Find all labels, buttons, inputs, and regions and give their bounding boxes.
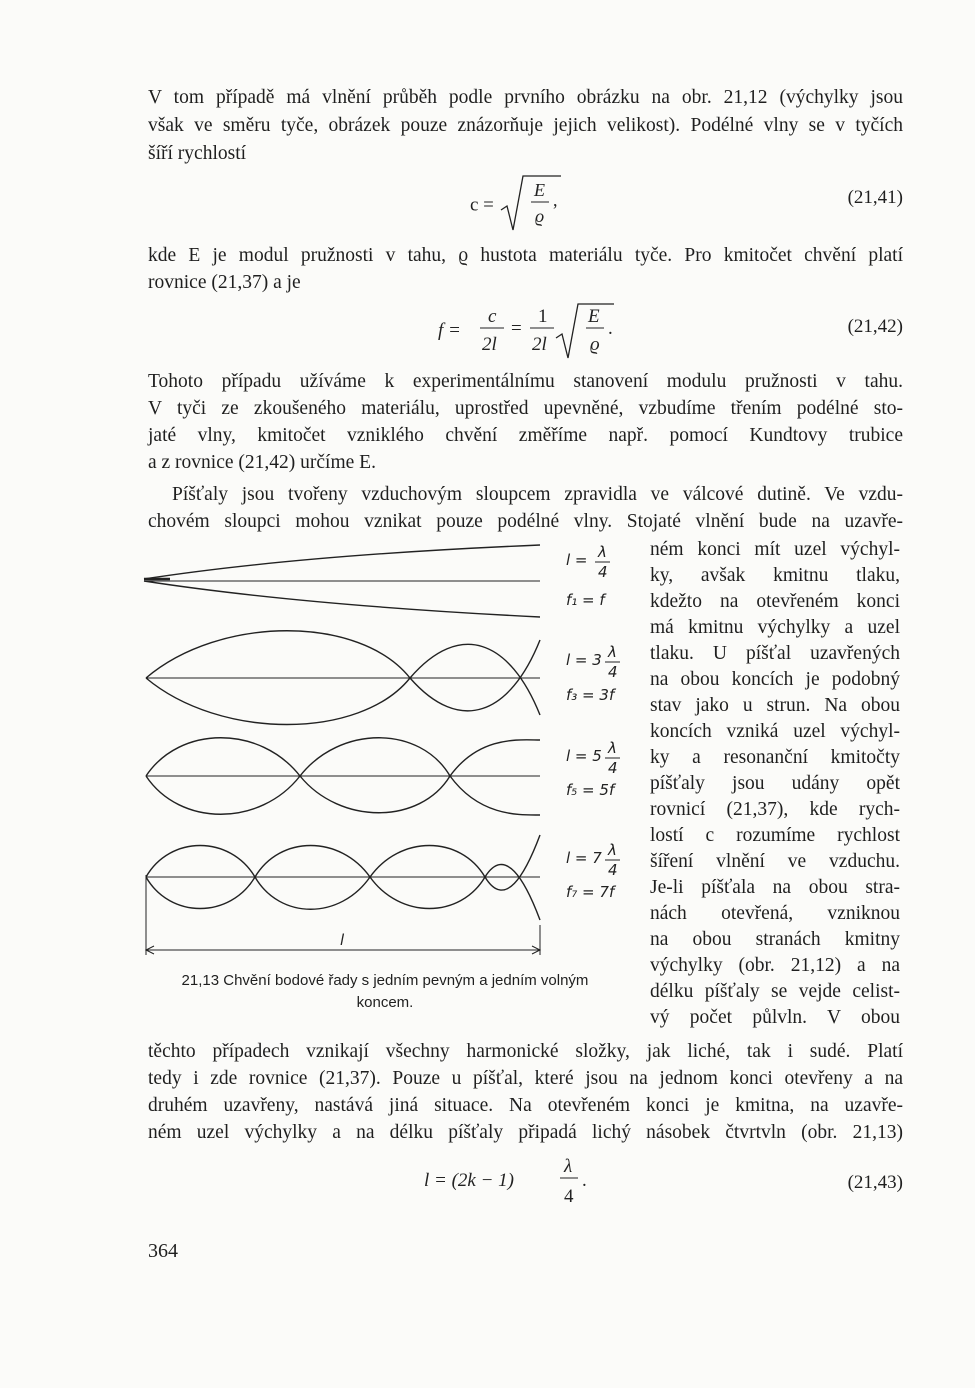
text-line: kde E je modul pružnosti v tahu, ϱ hustota materiálu tyče. Pro kmitočet chvění platí (148, 245, 903, 266)
mode4-labels (566, 841, 620, 901)
eq-E: E (588, 306, 600, 327)
equation-number: (21,43) (847, 1172, 903, 1193)
equation-21-42 (438, 298, 638, 370)
text-line: koncích vzniká uzel výchyl- (650, 721, 900, 742)
eq-rho: ϱ (590, 334, 600, 355)
eq-num: E (533, 180, 545, 200)
text-line: ném konci mít uzel výchyl- (650, 539, 900, 560)
text-line: rovnicí (21,37), kde rych- (650, 799, 900, 820)
text-line: na obou koncích je podobný (650, 669, 900, 690)
text-line: Píšťaly jsou tvořeny vzduchovým sloupcem zpravidla ve válcové dutině. Ve vzdu- (172, 484, 903, 505)
text-line: na obou stranách kmitny (650, 929, 900, 950)
figure-21-13 (140, 535, 640, 965)
text-line: má kmitnu výchylky a uzel (650, 617, 900, 638)
text-line: ném uzel výchylky a na délku píšťaly připadá lichý násobek čtvrtvln (obr. 21,13) (148, 1122, 903, 1143)
eq-c: c (488, 306, 497, 327)
text-line: stav jako u strun. Na obou (650, 695, 900, 716)
text-line: V tyči ze zkoušeného materiálu, uprostřed upevněné, vzbudíme třením podélné sto- (148, 398, 903, 419)
text-line: tedy i zde rovnice (21,37). Pouze u píšťal, které jsou na jednom konci otevřeny a na (148, 1068, 903, 1089)
label-four: 4 (598, 563, 608, 581)
mode3-labels (566, 739, 620, 799)
label-four: 4 (608, 861, 618, 879)
mode1-labels (566, 543, 610, 609)
label-f: f₁ = f (566, 591, 605, 609)
eq-tail: . (608, 318, 613, 339)
text-line: výchylky (obr. 21,12) a na (650, 955, 900, 976)
label-l: l = 7 (566, 849, 602, 867)
mode2-lower (146, 644, 540, 724)
eq-2l-b: 2l (532, 334, 547, 355)
label-f: f₃ = 3f (566, 686, 615, 704)
eq-equals: = (511, 318, 522, 339)
text-line: jaté vlny, kmitočet vzniklého chvění změříme např. pomocí Kundtovy trubice (148, 425, 903, 446)
text-line: píšťaly jsou udány opět (650, 773, 900, 794)
eq-one: 1 (538, 306, 548, 327)
mode3-upper (146, 738, 540, 813)
label-four: 4 (608, 663, 618, 681)
label-f: f₅ = 5f (566, 781, 615, 799)
label-lambda: λ (608, 739, 617, 757)
text-line: rovnice (21,37) a je (148, 272, 301, 293)
label-lambda: λ (608, 643, 617, 661)
text-line: V tom případě má vlnění průběh podle prvního obrázku na obr. 21,12 (výchylky jsou (148, 87, 903, 108)
mode2-upper (146, 631, 540, 711)
text-line: druhém uzavřeny, nastává jiná situace. Na otevřeném konci je kmitna, na uzavře- (148, 1095, 903, 1116)
figure-caption (145, 970, 625, 1014)
eq-f: f = (438, 320, 461, 341)
page-number: 364 (148, 1240, 178, 1262)
mode1-lower (144, 581, 540, 617)
equation-number: (21,41) (847, 187, 903, 208)
eq-tail: . (582, 1170, 587, 1191)
text-line: šíření vlnění ve vzduchu. (650, 851, 900, 872)
label-l: l = 3 (566, 651, 602, 669)
eq-lhs: c = (470, 194, 494, 216)
text-line: těchto případech vznikají všechny harmonické složky, jak liché, tak i sudé. Platí (148, 1041, 903, 1062)
sqrt-sign (499, 172, 569, 240)
label-l: l = 5 (566, 747, 602, 765)
eq-lambda: λ (564, 1156, 573, 1177)
label-lambda: λ (608, 841, 617, 859)
text-line: nách otevřená, vzniknou (650, 903, 900, 924)
mode2-labels (566, 643, 620, 704)
equation-21-41 (470, 172, 569, 240)
text-line: kdežto na otevřeném konci (650, 591, 900, 612)
equation-number: (21,42) (847, 316, 903, 337)
eq-2l: 2l (482, 334, 497, 355)
label-f: f₇ = 7f (566, 883, 615, 901)
eq-lhs: l = (2k − 1) (424, 1170, 515, 1191)
label-four: 4 (608, 759, 618, 777)
caption-line: koncem. (356, 994, 414, 1011)
text-line: tlaku. U píšťal uzavřených (650, 643, 900, 664)
equation-21-43 (424, 1152, 604, 1220)
label-lambda: λ (598, 543, 607, 561)
eq-tail: , (552, 190, 558, 210)
text-line: ky, avšak kmitnu tlaku, (650, 565, 900, 586)
text-line: vý počet půlvln. V obou (650, 1007, 900, 1028)
eq-den: ϱ (534, 206, 544, 226)
text-line: lostí c rozumíme rychlost (650, 825, 900, 846)
text-line: délku píšťaly se vejde celist- (650, 981, 900, 1002)
text-line: a z rovnice (21,42) určíme E. (148, 452, 376, 473)
mode4-upper (146, 835, 540, 909)
mode4-lower (146, 846, 540, 921)
text-line: Tohoto případu užíváme k experimentálnímu stanovení modulu pružnosti v tahu. (148, 371, 903, 392)
eq-four: 4 (564, 1186, 574, 1207)
length-label: l (340, 931, 345, 949)
text-line: ky a resonanční kmitočty (650, 747, 900, 768)
text-line: šíří rychlostí (148, 143, 247, 164)
mode1-upper (144, 545, 540, 579)
text-line: Je-li píšťala na obou stra- (650, 877, 900, 898)
label-l: l = (566, 551, 588, 569)
text-line: chovém sloupci mohou vznikat pouze podélné vlny. Stojaté vlnění bude na uzavře- (148, 511, 903, 532)
text-line: však ve směru tyče, obrázek pouze znázorňuje jejich velikost). Podélné vlny se v tyčích (148, 115, 903, 136)
caption-line: 21,13 Chvění bodové řady s jedním pevným a jedním volným (181, 972, 589, 989)
